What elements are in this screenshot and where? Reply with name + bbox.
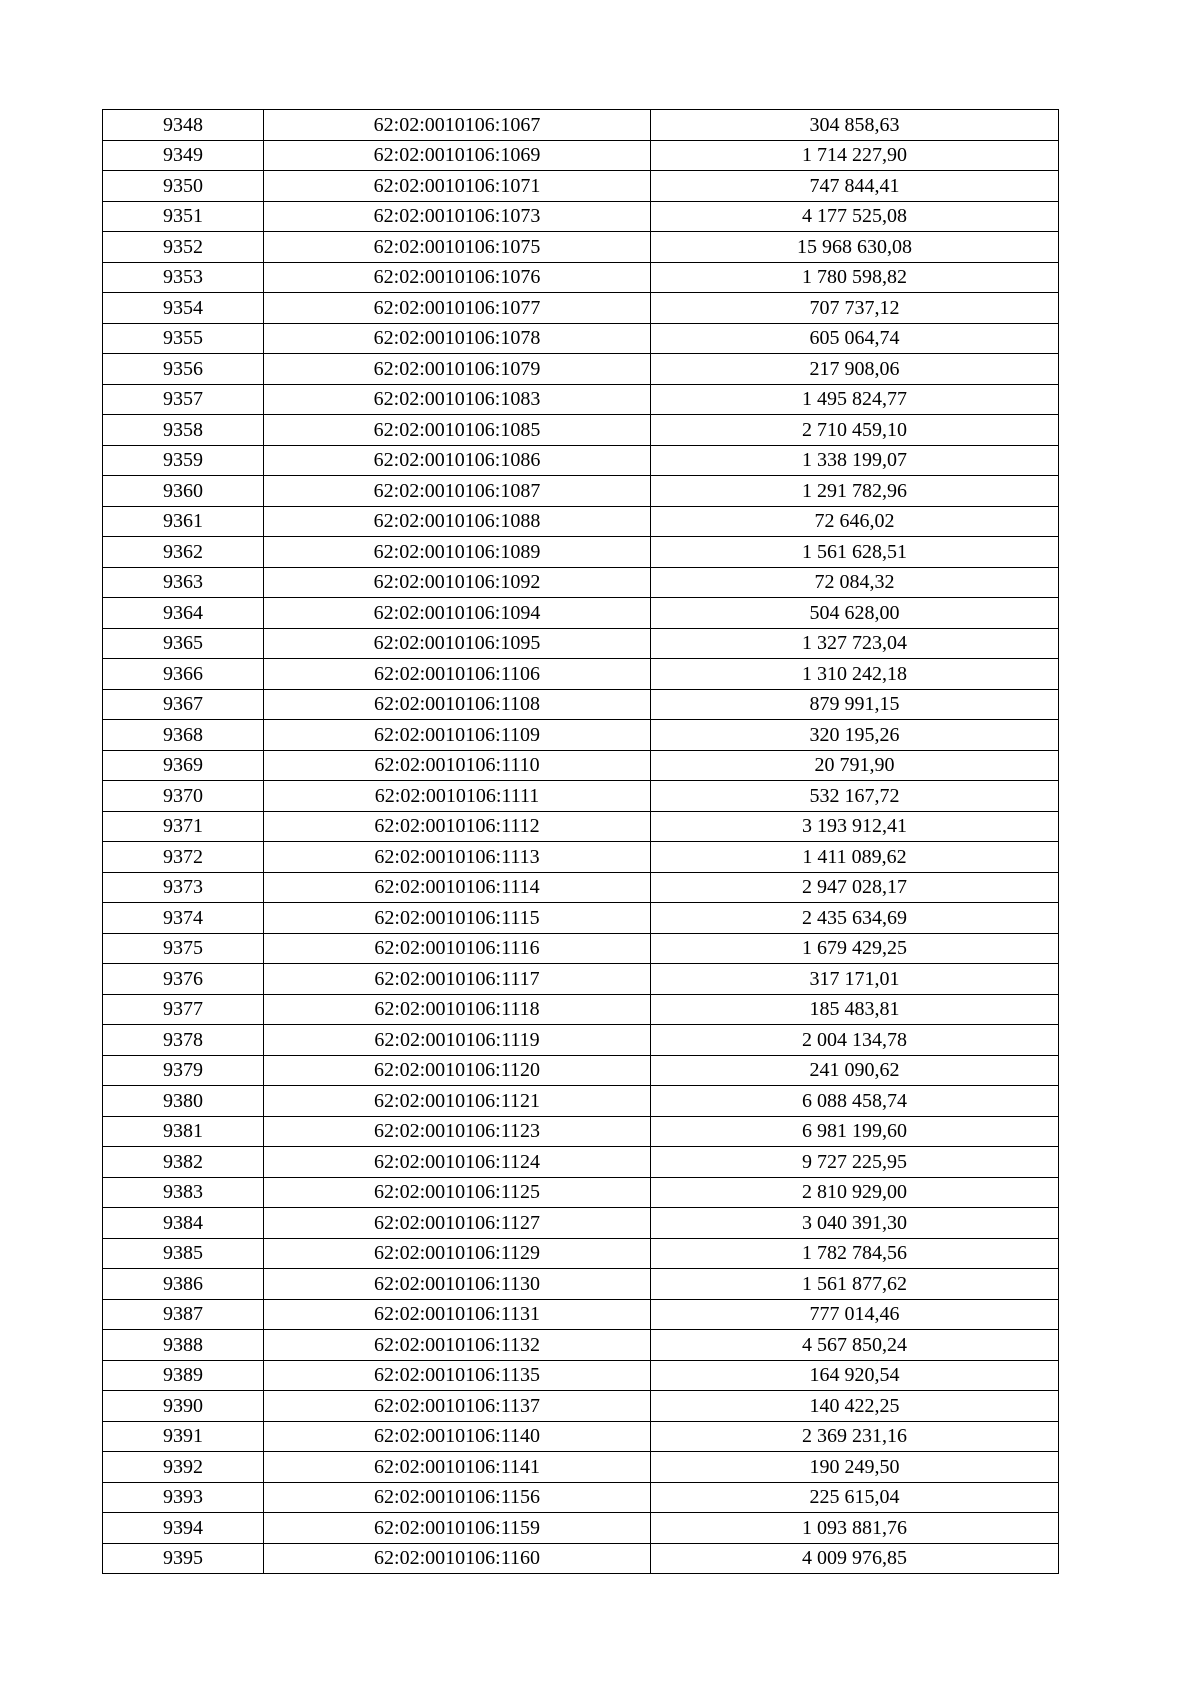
cadastral-value-cell: 1 093 881,76 [651,1513,1059,1544]
row-number-cell: 9363 [103,567,264,598]
cadastral-number-cell: 62:02:0010106:1131 [264,1299,651,1330]
row-number-cell: 9351 [103,201,264,232]
table-row [103,1482,1059,1513]
row-number-cell: 9369 [103,750,264,781]
cadastral-number-cell: 62:02:0010106:1121 [264,1086,651,1117]
cadastral-value-cell: 3 193 912,41 [651,811,1059,842]
row-number-cell: 9389 [103,1360,264,1391]
row-number-cell: 9385 [103,1238,264,1269]
table-row [103,293,1059,324]
cadastral-value-cell: 2 947 028,17 [651,872,1059,903]
cadastral-value-cell: 4 567 850,24 [651,1330,1059,1361]
cadastral-number-cell: 62:02:0010106:1069 [264,140,651,171]
table-row [103,750,1059,781]
cadastral-number-cell: 62:02:0010106:1125 [264,1177,651,1208]
table-row [103,1086,1059,1117]
row-number-cell: 9354 [103,293,264,324]
row-number-cell: 9394 [103,1513,264,1544]
cadastral-number-cell: 62:02:0010106:1130 [264,1269,651,1300]
table-row [103,110,1059,141]
cadastral-number-cell: 62:02:0010106:1135 [264,1360,651,1391]
cadastral-value-cell: 6 088 458,74 [651,1086,1059,1117]
row-number-cell: 9350 [103,171,264,202]
cadastral-number-cell: 62:02:0010106:1075 [264,232,651,263]
row-number-cell: 9365 [103,628,264,659]
table-row [103,1208,1059,1239]
cadastral-value-cell: 317 171,01 [651,964,1059,995]
cadastral-number-cell: 62:02:0010106:1114 [264,872,651,903]
cadastral-number-cell: 62:02:0010106:1094 [264,598,651,629]
row-number-cell: 9388 [103,1330,264,1361]
cadastral-value-cell: 605 064,74 [651,323,1059,354]
row-number-cell: 9382 [103,1147,264,1178]
row-number-cell: 9378 [103,1025,264,1056]
cadastral-number-cell: 62:02:0010106:1115 [264,903,651,934]
cadastral-value-cell: 190 249,50 [651,1452,1059,1483]
row-number-cell: 9376 [103,964,264,995]
cadastral-number-cell: 62:02:0010106:1119 [264,1025,651,1056]
table-row [103,1238,1059,1269]
row-number-cell: 9348 [103,110,264,141]
cadastral-value-cell: 2 710 459,10 [651,415,1059,446]
cadastral-number-cell: 62:02:0010106:1089 [264,537,651,568]
cadastral-number-cell: 62:02:0010106:1092 [264,567,651,598]
row-number-cell: 9359 [103,445,264,476]
cadastral-number-cell: 62:02:0010106:1140 [264,1421,651,1452]
cadastral-number-cell: 62:02:0010106:1111 [264,781,651,812]
cadastral-value-cell: 1 561 628,51 [651,537,1059,568]
cadastral-number-cell: 62:02:0010106:1137 [264,1391,651,1422]
cadastral-value-cell: 15 968 630,08 [651,232,1059,263]
table-row [103,720,1059,751]
cadastral-number-cell: 62:02:0010106:1079 [264,354,651,385]
table-row [103,171,1059,202]
cadastral-value-cell: 1 714 227,90 [651,140,1059,171]
table-row [103,506,1059,537]
table-row [103,1513,1059,1544]
cadastral-value-cell: 4 177 525,08 [651,201,1059,232]
row-number-cell: 9384 [103,1208,264,1239]
cadastral-number-cell: 62:02:0010106:1067 [264,110,651,141]
cadastral-value-cell: 1 495 824,77 [651,384,1059,415]
cadastral-number-cell: 62:02:0010106:1116 [264,933,651,964]
row-number-cell: 9364 [103,598,264,629]
table-row [103,598,1059,629]
table-row [103,1055,1059,1086]
cadastral-number-cell: 62:02:0010106:1112 [264,811,651,842]
table-row [103,201,1059,232]
table-row [103,1299,1059,1330]
cadastral-value-cell: 777 014,46 [651,1299,1059,1330]
table-row [103,964,1059,995]
cadastral-value-cell: 2 004 134,78 [651,1025,1059,1056]
table-row [103,323,1059,354]
row-number-cell: 9377 [103,994,264,1025]
cadastral-value-cell: 304 858,63 [651,110,1059,141]
row-number-cell: 9370 [103,781,264,812]
row-number-cell: 9353 [103,262,264,293]
cadastral-value-cell: 4 009 976,85 [651,1543,1059,1574]
row-number-cell: 9391 [103,1421,264,1452]
table-row [103,872,1059,903]
row-number-cell: 9362 [103,537,264,568]
cadastral-number-cell: 62:02:0010106:1073 [264,201,651,232]
cadastral-number-cell: 62:02:0010106:1159 [264,1513,651,1544]
cadastral-number-cell: 62:02:0010106:1123 [264,1116,651,1147]
table-row [103,384,1059,415]
cadastral-value-cell: 532 167,72 [651,781,1059,812]
row-number-cell: 9395 [103,1543,264,1574]
table-row [103,1116,1059,1147]
cadastral-number-cell: 62:02:0010106:1085 [264,415,651,446]
table-row [103,1543,1059,1574]
cadastral-number-cell: 62:02:0010106:1129 [264,1238,651,1269]
cadastral-number-cell: 62:02:0010106:1141 [264,1452,651,1483]
row-number-cell: 9392 [103,1452,264,1483]
row-number-cell: 9360 [103,476,264,507]
table-row [103,689,1059,720]
cadastral-value-cell: 1 561 877,62 [651,1269,1059,1300]
cadastral-number-cell: 62:02:0010106:1078 [264,323,651,354]
table-body [103,110,1059,1574]
cadastral-value-cell: 217 908,06 [651,354,1059,385]
cadastral-number-cell: 62:02:0010106:1118 [264,994,651,1025]
row-number-cell: 9381 [103,1116,264,1147]
cadastral-number-cell: 62:02:0010106:1083 [264,384,651,415]
row-number-cell: 9361 [103,506,264,537]
cadastral-value-cell: 504 628,00 [651,598,1059,629]
row-number-cell: 9380 [103,1086,264,1117]
cadastral-number-cell: 62:02:0010106:1076 [264,262,651,293]
table-row [103,140,1059,171]
table-row [103,1147,1059,1178]
cadastral-value-cell: 2 435 634,69 [651,903,1059,934]
cadastral-number-cell: 62:02:0010106:1071 [264,171,651,202]
table-row [103,1025,1059,1056]
row-number-cell: 9390 [103,1391,264,1422]
row-number-cell: 9371 [103,811,264,842]
row-number-cell: 9366 [103,659,264,690]
table-row [103,232,1059,263]
table-row [103,842,1059,873]
cadastral-value-cell: 1 327 723,04 [651,628,1059,659]
row-number-cell: 9358 [103,415,264,446]
cadastral-number-cell: 62:02:0010106:1124 [264,1147,651,1178]
row-number-cell: 9393 [103,1482,264,1513]
row-number-cell: 9356 [103,354,264,385]
cadastral-number-cell: 62:02:0010106:1127 [264,1208,651,1239]
table-row [103,445,1059,476]
cadastral-number-cell: 62:02:0010106:1087 [264,476,651,507]
table-row [103,933,1059,964]
cadastral-value-cell: 1 679 429,25 [651,933,1059,964]
cadastral-number-cell: 62:02:0010106:1095 [264,628,651,659]
table-row [103,1269,1059,1300]
cadastral-number-cell: 62:02:0010106:1160 [264,1543,651,1574]
cadastral-value-cell: 72 084,32 [651,567,1059,598]
table-row [103,1360,1059,1391]
cadastral-value-cell: 1 411 089,62 [651,842,1059,873]
row-number-cell: 9387 [103,1299,264,1330]
table-row [103,659,1059,690]
cadastral-value-cell: 241 090,62 [651,1055,1059,1086]
cadastral-number-cell: 62:02:0010106:1077 [264,293,651,324]
cadastral-value-cell: 72 646,02 [651,506,1059,537]
table-row [103,567,1059,598]
cadastral-value-cell: 1 338 199,07 [651,445,1059,476]
cadastral-number-cell: 62:02:0010106:1113 [264,842,651,873]
cadastral-value-cell: 1 291 782,96 [651,476,1059,507]
cadastral-value-cell: 140 422,25 [651,1391,1059,1422]
cadastral-number-cell: 62:02:0010106:1106 [264,659,651,690]
row-number-cell: 9373 [103,872,264,903]
cadastral-number-cell: 62:02:0010106:1088 [264,506,651,537]
table-row [103,537,1059,568]
table-row [103,781,1059,812]
cadastral-value-cell: 20 791,90 [651,750,1059,781]
row-number-cell: 9352 [103,232,264,263]
cadastral-value-cell: 3 040 391,30 [651,1208,1059,1239]
row-number-cell: 9367 [103,689,264,720]
cadastral-value-cell: 185 483,81 [651,994,1059,1025]
cadastral-value-cell: 1 780 598,82 [651,262,1059,293]
row-number-cell: 9375 [103,933,264,964]
cadastral-number-cell: 62:02:0010106:1156 [264,1482,651,1513]
table-row [103,476,1059,507]
row-number-cell: 9383 [103,1177,264,1208]
row-number-cell: 9379 [103,1055,264,1086]
cadastral-value-table [102,109,1059,1574]
cadastral-value-cell: 1 310 242,18 [651,659,1059,690]
cadastral-value-cell: 2 369 231,16 [651,1421,1059,1452]
table-row [103,1421,1059,1452]
cadastral-value-cell: 6 981 199,60 [651,1116,1059,1147]
cadastral-number-cell: 62:02:0010106:1086 [264,445,651,476]
table-row [103,811,1059,842]
table-row [103,262,1059,293]
cadastral-number-cell: 62:02:0010106:1108 [264,689,651,720]
table-row [103,994,1059,1025]
row-number-cell: 9372 [103,842,264,873]
cadastral-value-cell: 225 615,04 [651,1482,1059,1513]
cadastral-value-cell: 2 810 929,00 [651,1177,1059,1208]
cadastral-number-cell: 62:02:0010106:1110 [264,750,651,781]
cadastral-value-cell: 1 782 784,56 [651,1238,1059,1269]
cadastral-value-cell: 164 920,54 [651,1360,1059,1391]
cadastral-value-cell: 747 844,41 [651,171,1059,202]
table-row [103,354,1059,385]
cadastral-number-cell: 62:02:0010106:1117 [264,964,651,995]
row-number-cell: 9357 [103,384,264,415]
cadastral-value-cell: 9 727 225,95 [651,1147,1059,1178]
row-number-cell: 9349 [103,140,264,171]
row-number-cell: 9368 [103,720,264,751]
table-row [103,1391,1059,1422]
cadastral-number-cell: 62:02:0010106:1109 [264,720,651,751]
table-row [103,903,1059,934]
row-number-cell: 9374 [103,903,264,934]
cadastral-value-cell: 320 195,26 [651,720,1059,751]
table-row [103,1452,1059,1483]
cadastral-value-cell: 879 991,15 [651,689,1059,720]
table-row [103,415,1059,446]
row-number-cell: 9386 [103,1269,264,1300]
table-row [103,1177,1059,1208]
table-row [103,628,1059,659]
cadastral-value-cell: 707 737,12 [651,293,1059,324]
table-row [103,1330,1059,1361]
cadastral-number-cell: 62:02:0010106:1120 [264,1055,651,1086]
row-number-cell: 9355 [103,323,264,354]
cadastral-number-cell: 62:02:0010106:1132 [264,1330,651,1361]
